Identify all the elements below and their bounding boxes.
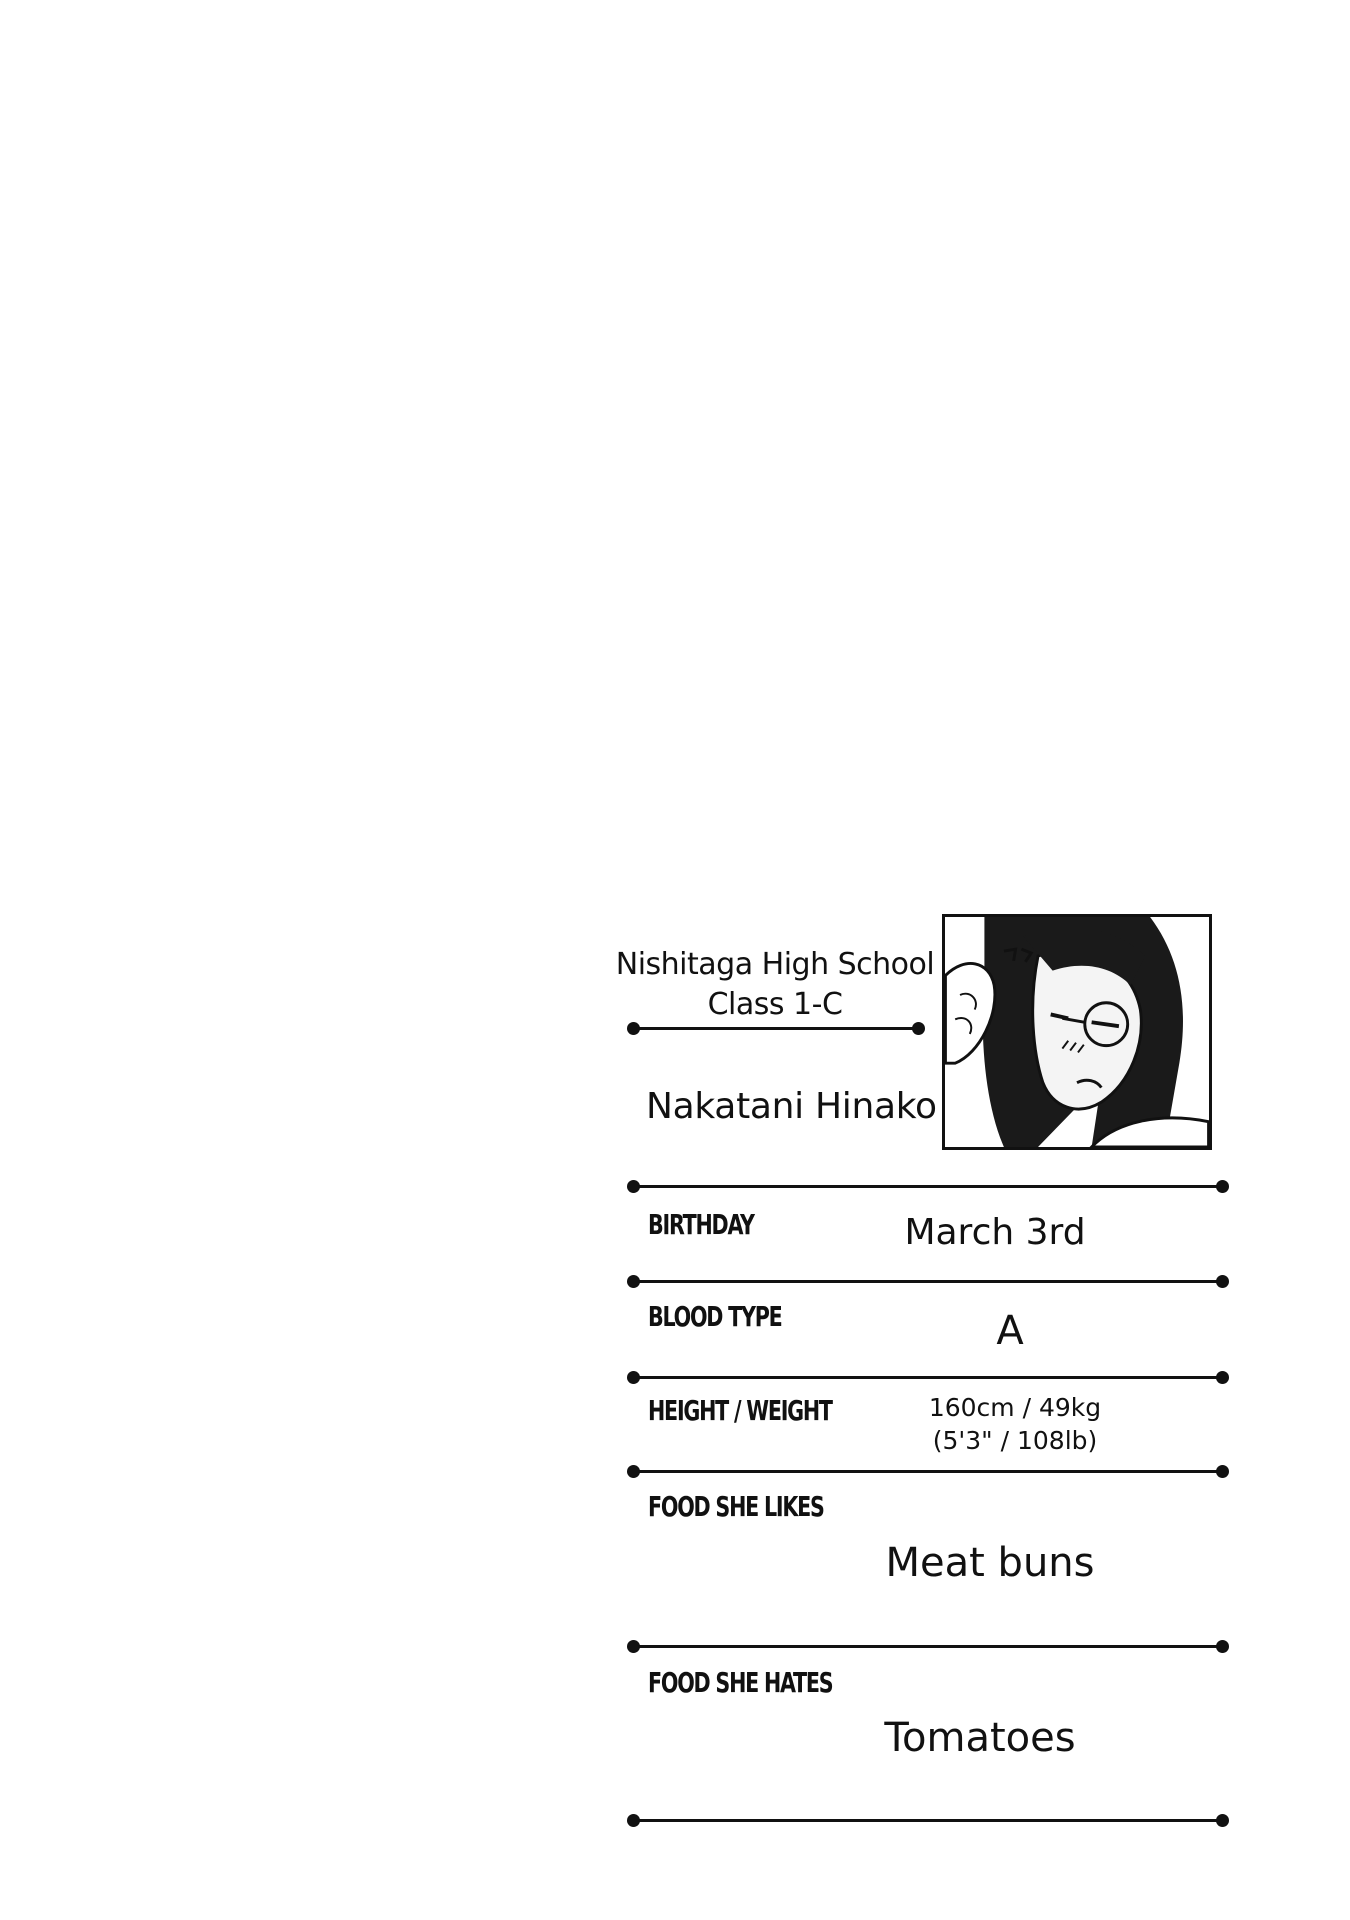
school-name: Nishitaga High School [615, 947, 935, 982]
height-weight-metric: 160cm / 49kg [928, 1393, 1102, 1422]
divider [633, 1280, 1223, 1283]
divider [633, 1470, 1223, 1473]
divider [633, 1645, 1223, 1648]
birthday-label: BIRTHDAY [648, 1208, 754, 1241]
divider [633, 1819, 1223, 1822]
food-likes-value: Meat buns [885, 1540, 1095, 1586]
birthday-value: March 3rd [904, 1212, 1086, 1253]
character-portrait [942, 914, 1212, 1150]
food-likes-label: FOOD SHE LIKES [648, 1490, 824, 1523]
divider [633, 1376, 1223, 1379]
blood-type-label: BLOOD TYPE [648, 1300, 782, 1333]
height-weight-imperial: (5'3" / 108lb) [932, 1426, 1098, 1455]
divider [633, 1185, 1223, 1188]
food-hates-label: FOOD SHE HATES [648, 1666, 833, 1699]
height-weight-label: HEIGHT / WEIGHT [648, 1394, 832, 1427]
portrait-illustration [945, 917, 1209, 1147]
school-class: Class 1-C [707, 987, 843, 1022]
divider [633, 1027, 919, 1030]
food-hates-value: Tomatoes [884, 1715, 1076, 1761]
character-name: Nakatani Hinako [646, 1086, 937, 1127]
blood-type-value: A [996, 1308, 1024, 1354]
